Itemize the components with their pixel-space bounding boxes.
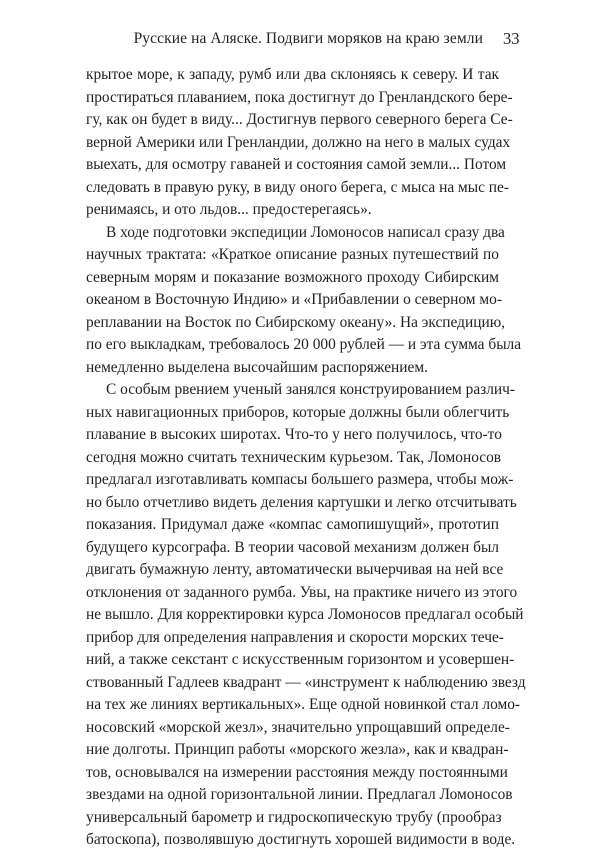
text-line: но было отчетливо видеть деления картушки и легко отсчитывать — [86, 493, 517, 511]
page-number: 33 — [503, 29, 520, 48]
text-line: ренимаясь, и ото льдов... предостерегаясь». — [86, 201, 372, 218]
text-line: В ходе подготовки экспедиции Ломоносов написал сразу два — [106, 223, 505, 241]
text-line: отклонения от заданного румба. Увы, на практике ничего из этого — [86, 583, 518, 601]
text-line: ных навигационных приборов, которые должны были облегчить — [86, 403, 510, 421]
text-line: показания. Придумал даже «компас самопишущий», прототип — [86, 516, 499, 533]
text-line: следовать в правую руку, в виду оного берега, с мыса на мыс пе- — [86, 178, 509, 196]
text-line: С особым рвением ученый занялся конструированием различ- — [106, 381, 516, 398]
text-line: универсальный барометр и гидроскопическую трубу (прообраз — [86, 808, 502, 826]
text-line: двигать бумажную ленту, автоматически вычерчивая на ней все — [86, 561, 504, 578]
text-line: ствованный Гадлеев квадрант — «инструмент к наблюдению звезд — [86, 673, 526, 691]
running-title: Русские на Аляске. Подвиги моряков на краю земли — [133, 30, 483, 47]
text-line: по его выкладкам, требовалось 20 000 рублей — и эта сумма была — [86, 336, 522, 353]
text-line: тов, основывался на измерении расстояния между постоянными — [86, 763, 508, 781]
text-line: батоскопа), позволявшую достигнуть хорошей видимости в воде. — [86, 831, 516, 848]
text-line: будущего курсографа. В теории часовой механизм должен был — [86, 538, 499, 556]
text-line: научных трактата: «Краткое описание разных путешествий по — [86, 246, 499, 263]
text-line: сегодня можно считать техническим курьезом. Так, Ломоносов — [86, 448, 502, 466]
text-line: океаном в Восточную Индию» и «Прибавлении о северном мо- — [86, 291, 502, 308]
text-line: звездами на одной горизонтальной линии. Предлагал Ломоносов — [86, 786, 513, 803]
text-line: на тех же линиях вертикальных». Еще одной новинкой стал ломо- — [86, 696, 521, 713]
text-line: плавание в высоких широтах. Что-то у него получилось, что-то — [86, 426, 502, 443]
text-line: реплавании на Восток по Сибирскому океану». На экспедицию, — [86, 313, 506, 331]
text-line: носовский «морской жезл», значительно упрощавший определе- — [86, 718, 510, 736]
text-line: не вышло. Для корректировки курса Ломоносов предлагал особый — [86, 606, 524, 623]
text-line: северным морям и показание возможного проходу Сибирским — [86, 268, 499, 286]
text-line: крытое море, к западу, румб или два склоняясь к северу. И так — [86, 66, 499, 83]
text-line: немедленно выделена высочайшим распоряжением. — [86, 358, 428, 376]
text-line: предлагал изготавливать компасы большего размера, чтобы мож- — [86, 471, 514, 488]
text-line: ний, а также секстант с искусственным горизонтом и усовершен- — [86, 651, 515, 668]
text-line: гу, как он будет в виду... Достигнув первого северного берега Се- — [86, 111, 513, 128]
text-line: ние долготы. Принцип работы «морского жезла», как и квадран- — [86, 741, 509, 758]
text-line: выехать, для осмотру гаваней и состояния самой земли... Потом — [86, 156, 507, 173]
text-line: верной Америки или Гренландии, должно на него в малых судах — [86, 133, 511, 151]
text-line: прибор для определения направления и скорости морских тече- — [86, 628, 504, 646]
text-line: простираться плаванием, пока достигнут до Гренландского бере- — [86, 88, 513, 106]
